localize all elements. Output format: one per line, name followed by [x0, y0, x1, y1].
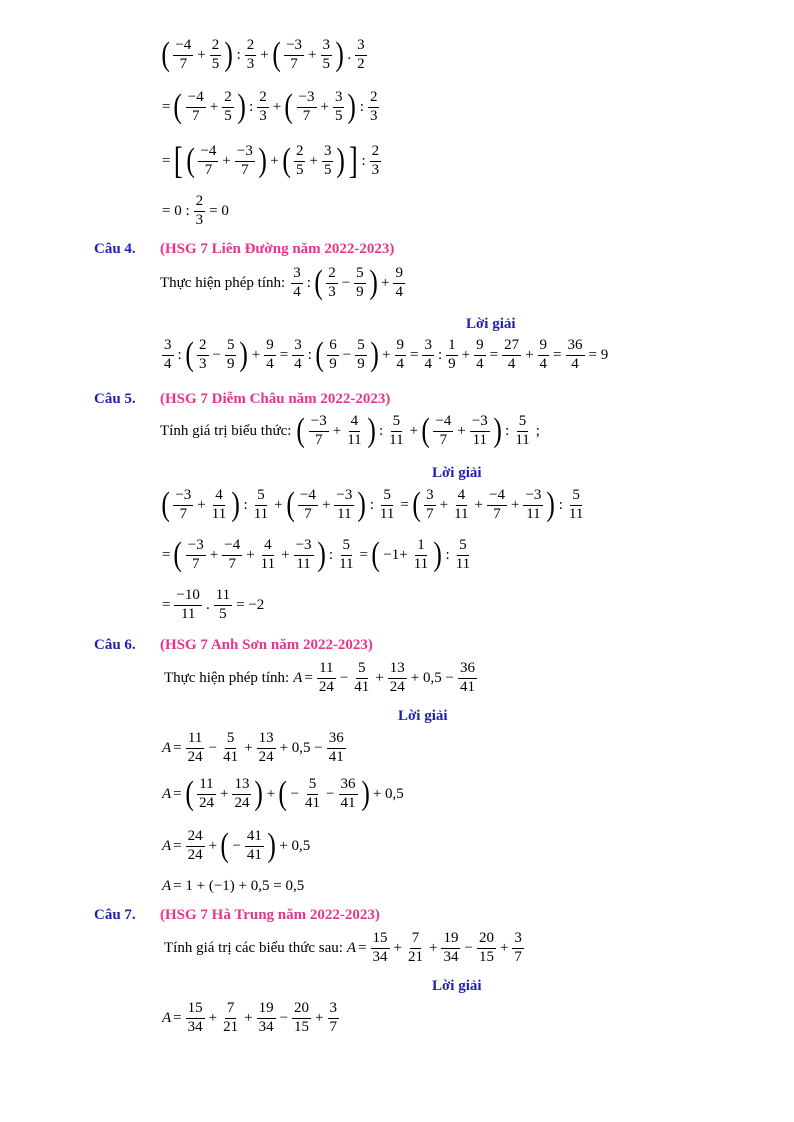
prompt-text: Thực hiện phép tính: — [160, 274, 286, 291]
question-number: Câu 7. — [94, 907, 136, 923]
solution-label: Lời giải — [432, 465, 482, 481]
solution-line-3: = $\frac{-10}{11}$ . $\frac{11}{5}$ = −2 — [162, 587, 265, 622]
prompt-text: Tính giá trị các biểu thức sau: — [164, 939, 343, 956]
question-number: Câu 5. — [94, 391, 136, 407]
question-number: Câu 6. — [94, 637, 136, 653]
solution-label: Lời giải — [432, 978, 482, 994]
prompt-text: Thực hiện phép tính: — [164, 669, 290, 686]
solution-line-1: A = $\frac{15}{34}$ + $\frac{7}{21}$ + $\frac{19}{34}$ − $\frac{20}{15}$ + $\frac{3}{7}$ — [162, 1000, 338, 1035]
solution-label: Lời giải — [466, 316, 516, 332]
question-source: (HSG 7 Liên Đường năm 2022-2023) — [160, 241, 395, 257]
prev-solution-line-3: = [ ( $\frac{-4}{7}$ + $\frac{-3}{7}$ ) + ( $\frac{2}{5}$ + $\frac{3}{5}$ ) ] : $\frac{2}{3}$ — [162, 140, 380, 182]
prev-solution-line-2: = ( $\frac{-4}{7}$ + $\frac{2}{5}$ ) : $\frac{2}{3}$ + ( $\frac{-3}{7}$ + $\frac{3}{5}$ ) : $\frac{2}{3}$ — [162, 88, 378, 126]
solution-line-3: A = $\frac{24}{24}$ + ( − $\frac{41}{41}$ ) + 0,5 — [162, 827, 311, 865]
prev-solution-line-1: ( $\frac{-4}{7}$ + $\frac{2}{5}$ ) : $\frac{2}{3}$ + ( $\frac{-3}{7}$ + $\frac{3}{5}$ ) . $\frac{3}{2}$ — [161, 36, 365, 74]
question-source: (HSG 7 Diễm Châu năm 2022-2023) — [160, 391, 391, 407]
question-prompt: Tính giá trị biểu thức: ( $\frac{-3}{7}$ + $\frac{4}{11}$ ) : $\frac{5}{11}$ + ( $\frac{-4}{7}$ + $\frac{-3}{11}$ ) : $\frac{5}{11}$ ; — [160, 412, 540, 450]
solution-label: Lời giải — [398, 708, 448, 724]
question-source: (HSG 7 Hà Trung năm 2022-2023) — [160, 907, 380, 923]
question-source: (HSG 7 Anh Sơn năm 2022-2023) — [160, 637, 373, 653]
question-number: Câu 4. — [94, 241, 136, 257]
prompt-text: Tính giá trị biểu thức: — [160, 422, 292, 439]
solution-line-2: A = ( $\frac{11}{24}$ + $\frac{13}{24}$ ) + ( − $\frac{5}{41}$ − $\frac{36}{41}$ ) + 0,5 — [162, 775, 404, 813]
solution-line-1: ( $\frac{-3}{7}$ + $\frac{4}{11}$ ) : $\frac{5}{11}$ + ( $\frac{-4}{7}$ + $\frac{-3}{11}$ ) : $\frac{5}{11}$ = ( $\frac{3}{7}$ + $\frac{4}{11}$ + $\frac{-4}{7}$ + $\frac{-3}{11}$ ) : $\frac{5}{11}$ — [161, 486, 584, 524]
solution-line: $\frac{3}{4}$ : ( $\frac{2}{3}$ − $\frac{5}{9}$ ) + $\frac{9}{4}$ = $\frac{3}{4}$ : ( $\frac{6}{9}$ − $\frac{5}{9}$ ) + $\frac{9}{4}$ = $\frac{3}{4}$ : $\frac{1}{9}$ + $\frac{9}{4}$ = $\frac{27}{4}$ + $\frac{9}{4}$ = $\frac{36}{4}$ = 9 — [164, 336, 609, 374]
prev-solution-line-4: = 0 : $\frac{2}{3}$ = 0 — [162, 193, 229, 228]
solution-line-1: A = $\frac{11}{24}$ − $\frac{5}{41}$ + $\frac{13}{24}$ + 0,5 − $\frac{36}{41}$ — [162, 730, 344, 765]
question-prompt: Tính giá trị các biểu thức sau: A = $\frac{15}{34}$ + $\frac{7}{21}$ + $\frac{19}{34}$ − $\frac{20}{15}$ + $\frac{3}{7}$ — [164, 930, 522, 965]
solution-line-4: A = 1 + (−1) + 0,5 = 0,5 — [162, 878, 305, 894]
question-prompt: Thực hiện phép tính: A = $\frac{11}{24}$ − $\frac{5}{41}$ + $\frac{13}{24}$ + 0,5 − $\frac{36}{41}$ — [164, 660, 475, 695]
solution-line-2: = ( $\frac{-3}{7}$ + $\frac{-4}{7}$ + $\frac{4}{11}$ + $\frac{-3}{11}$ ) : $\frac{5}{11}$ = ( −1+ $\frac{1}{11}$ ) : $\frac{5}{11}$ — [162, 536, 471, 574]
question-prompt: Thực hiện phép tính: $\frac{3}{4}$ : ( $\frac{2}{3}$ − $\frac{5}{9}$ ) + $\frac{9}{4}$ — [160, 264, 403, 302]
